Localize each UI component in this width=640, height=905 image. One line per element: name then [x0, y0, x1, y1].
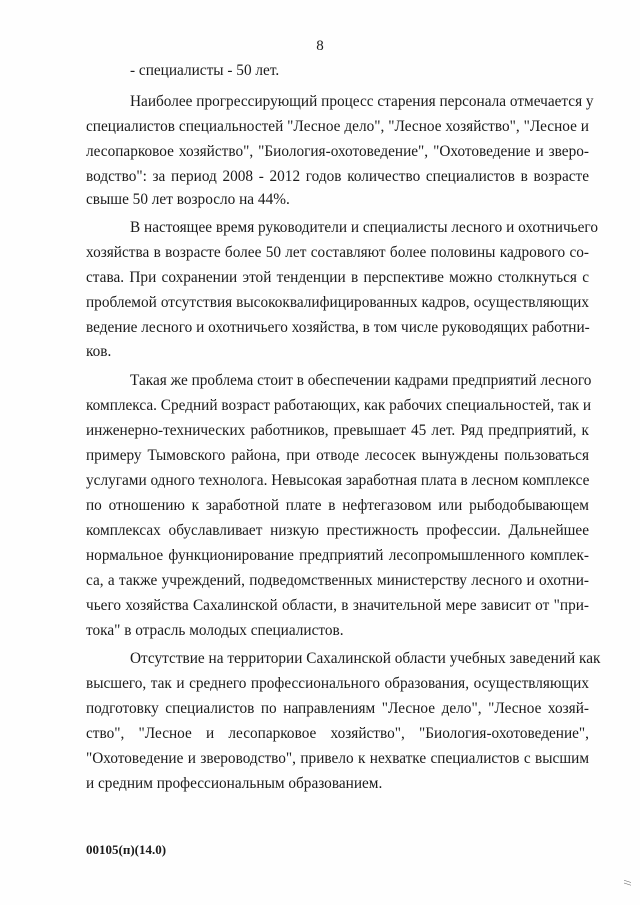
text-line: чьего хозяйства Сахалинской области, в значительной мере зависит от "при- [86, 597, 589, 614]
text-line: услугами одного технолога. Невысокая заработная плата в лесном комплексе [86, 472, 590, 489]
text-line: Отсутствие на территории Сахалинской области учебных заведений как [130, 650, 601, 667]
text-line: тока" в отрасль молодых специалистов. [86, 622, 344, 639]
text-line: водство": за период 2008 - 2012 годов количество специалистов в возрасте [86, 168, 589, 185]
text-line: Наиболее прогрессирующий процесс старения персонала отмечается у [130, 93, 594, 110]
text-line: Такая же проблема стоит в обеспечении кадрами предприятий лесного [130, 372, 592, 389]
text-line: специалистов специальностей "Лесное дело", "Лесное хозяйство", "Лесное и [86, 118, 589, 135]
text-line: свыше 50 лет возросло на 44%. [86, 191, 290, 208]
text-line: - специалисты - 50 лет. [130, 62, 280, 79]
text-line: става. При сохранении этой тенденции в перспективе можно столкнуться с [86, 269, 589, 286]
text-line: комплексах обуславливает низкую престижность профессии. Дальнейшее [86, 522, 589, 539]
text-line: лесопарковое хозяйство", "Биология-охотоведение", "Охотоведение и зверо- [86, 143, 589, 160]
text-line: са, а также учреждений, подведомственных министерству лесного и охотни- [86, 572, 589, 589]
text-line: проблемой отсутствия высококвалифицированных кадров, осуществляющих [86, 294, 589, 311]
text-line: по отношению к заработной плате в нефтегазовом или рыбодобывающем [86, 497, 589, 514]
text-line: хозяйства в возрасте более 50 лет составляют более половины кадрового со- [86, 244, 589, 261]
text-line: "Охотоведение и звероводство", привело к нехватке специалистов с высшим [86, 750, 589, 767]
document-code: 00105(п)(14.0) [86, 842, 167, 857]
text-line: подготовку специалистов по направлениям "Лесное дело", "Лесное хозяй- [86, 700, 589, 717]
text-line: ков. [86, 343, 112, 360]
scan-mark: // [621, 880, 632, 886]
page-number: 8 [316, 38, 324, 54]
text-line: комплекса. Средний возраст работающих, как рабочих специальностей, так и [86, 397, 592, 414]
text-line: В настоящее время руководители и специалисты лесного и охотничьего [130, 219, 598, 236]
text-line: инженерно-технических работников, превышает 45 лет. Ряд предприятий, к [86, 422, 589, 439]
text-line: нормальное функционирование предприятий лесопромышленного комплек- [86, 547, 589, 564]
text-line: ведение лесного и охотничьего хозяйства, в том числе руководящих работни- [86, 319, 590, 336]
text-line: примеру Тымовского района, при отводе лесосек вынуждены пользоваться [86, 447, 589, 464]
text-line: и средним профессиональным образованием. [86, 775, 383, 792]
text-line: высшего, так и среднего профессионального образования, осуществляющих [86, 675, 589, 692]
text-line: ство", "Лесное и лесопарковое хозяйство", "Биология-охотоведение", [86, 725, 589, 742]
